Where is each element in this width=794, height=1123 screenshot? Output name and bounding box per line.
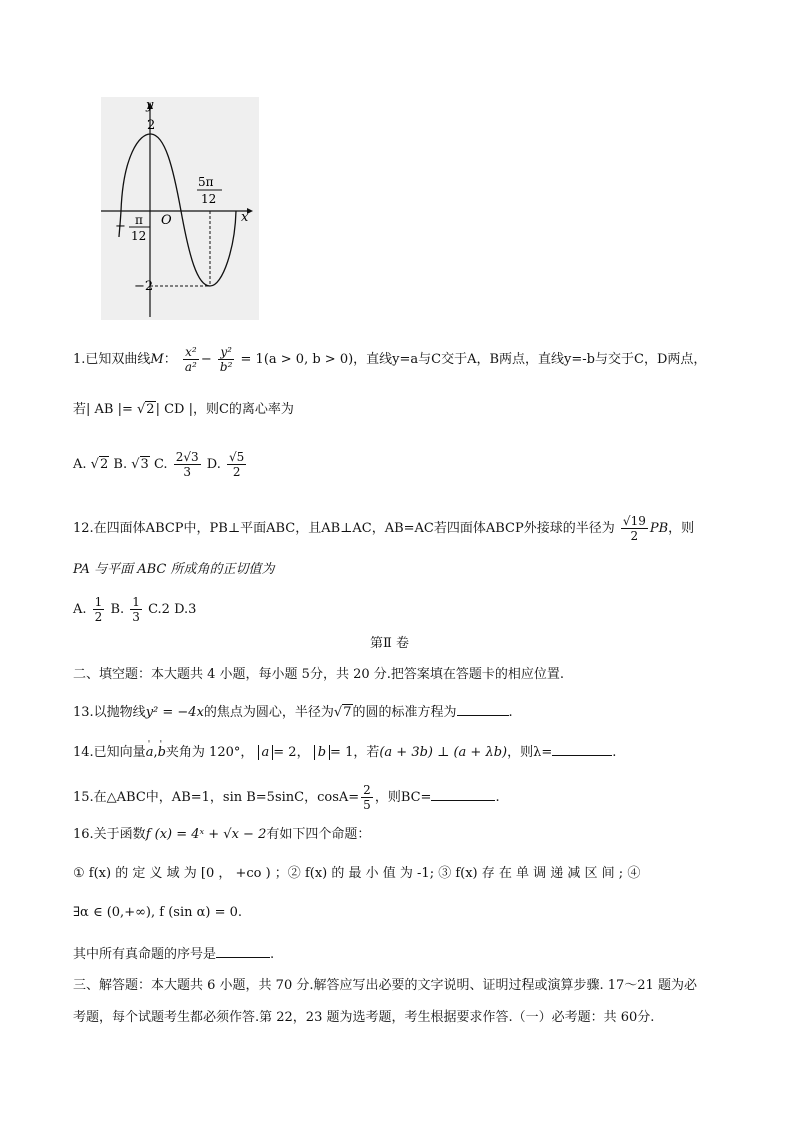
section-2-title: 第Ⅱ 卷 bbox=[370, 636, 409, 651]
question-16-line-2: ① f(x) 的 定 义 域 为 [0 ， +co ) ；② f(x) 的 最 小 值 为 -1; ③ f(x) 存 在 单 调 递 减 区 间 ; ④ bbox=[73, 866, 641, 881]
sine-curve bbox=[121, 134, 236, 286]
q12-pb: PB bbox=[649, 521, 669, 536]
q14-abs-b: b bbox=[314, 745, 330, 760]
q11-ab-text: 若| AB |= bbox=[73, 402, 137, 417]
section-3-line-1: 三、解答题：本大题共 6 小题，共 70 分.解答应写出必要的文字说明、证明过程或演算步骤. 17～21 题为必 bbox=[73, 978, 697, 993]
q14-abs-a: a bbox=[258, 745, 274, 760]
q15-end: . bbox=[495, 790, 500, 805]
q14-angle: 夹角为 120°， bbox=[165, 745, 254, 760]
q13-answer-blank[interactable] bbox=[457, 701, 509, 716]
q11-option-c-value: $\frac{2√3}{3}$ bbox=[175, 450, 199, 479]
section-2-heading: 二、填空题：本大题共 4 小题，每小题 5分，共 20 分.把答案填在答题卡的相应位置. bbox=[73, 667, 565, 682]
q12-tail: ，则 bbox=[668, 521, 695, 536]
q11-curve-name: M bbox=[150, 352, 164, 367]
question-14 bbox=[73, 741, 616, 763]
q11-condition: = 1(a > 0, b > 0) bbox=[240, 352, 354, 367]
question-13 bbox=[73, 701, 513, 723]
right-root-numerator: 5π bbox=[198, 175, 214, 189]
q14-eq2: = 2， bbox=[273, 745, 310, 760]
question-12-line-2: PA 与平面 ABC 所成角的正切值为 bbox=[73, 562, 275, 577]
q12-option-a-label: A. bbox=[73, 602, 87, 617]
max-value-label: 2 bbox=[147, 118, 156, 133]
q15-prefix: 15.在△ABC中，AB=1，sin B=5sinC，cosA= bbox=[73, 790, 360, 805]
q13-end: . bbox=[508, 705, 513, 720]
min-value-label: −2 bbox=[134, 279, 154, 294]
q13-middle: 的焦点为圆心，半径为 bbox=[203, 705, 334, 720]
question-12-options bbox=[73, 595, 196, 624]
q11-sqrt2: √2 bbox=[137, 402, 155, 417]
q11-option-c-label: C. bbox=[153, 457, 168, 472]
q11-eccentricity-text: ，则C的离心率为 bbox=[192, 402, 294, 417]
question-16-line-1 bbox=[73, 825, 370, 845]
q12-text: 12.在四面体ABCP中，PB⊥平面ABC，且AB⊥AC，AB=AC若四面体ABCP外接球的半径为 bbox=[73, 521, 615, 536]
q14-comma: , bbox=[153, 745, 158, 760]
q14-answer-blank[interactable] bbox=[552, 741, 612, 756]
right-root-denominator: 12 bbox=[201, 192, 217, 206]
q15-cos-fraction: $\frac{2}{5}$ bbox=[363, 783, 371, 812]
q15-answer-blank[interactable] bbox=[431, 786, 495, 801]
q12-option-b-label: B. bbox=[110, 602, 125, 617]
question-16-line-3: ∃α ∈ (0,+∞), f (sin α) = 0. bbox=[73, 905, 243, 920]
q14-end: . bbox=[612, 745, 617, 760]
x-axis-label: x bbox=[241, 210, 249, 225]
question-11-options bbox=[73, 450, 248, 479]
left-root-numerator: π bbox=[135, 213, 143, 227]
q16-prefix: 16.关于函数 bbox=[73, 827, 146, 842]
q11-fraction-x: $\frac{\text{x²}}{\text{a²}}$ bbox=[184, 345, 197, 374]
q14-vector-b: ' b bbox=[158, 743, 166, 763]
q14-eq1: = 1，若 bbox=[330, 745, 380, 760]
q11-option-d-label: D. bbox=[206, 457, 221, 472]
question-16-line-4 bbox=[73, 943, 274, 965]
q15-post: ，则BC= bbox=[374, 790, 432, 805]
q11-option-a-label: A. bbox=[73, 457, 87, 472]
q13-parabola: y² = −4x bbox=[145, 705, 204, 720]
section-3-line-2: 考题，每个试题考生都必须作答.第 22，23 题为选考题，考生根据要求作答.（一）必考题：共 60分. bbox=[73, 1010, 655, 1025]
q11-option-d-value: $\frac{√5}{2}$ bbox=[229, 450, 245, 479]
q13-prefix: 13.以抛物线 bbox=[73, 705, 146, 720]
q12-options-cd: C.2 D.3 bbox=[148, 602, 197, 617]
q14-post: ，则λ= bbox=[507, 745, 553, 760]
q11-prefix: 1.已知双曲线 bbox=[73, 352, 151, 367]
q13-radius: √7 bbox=[333, 705, 352, 720]
q16-function: f (x) = 4ˣ + √x − 2 bbox=[145, 827, 267, 842]
q16-prompt: 其中所有真命题的序号是 bbox=[73, 947, 217, 962]
question-11-line-2 bbox=[73, 400, 294, 420]
left-root-denominator: 12 bbox=[131, 229, 147, 243]
question-11-line-1 bbox=[73, 345, 706, 374]
q11-cd-text: | CD | bbox=[155, 402, 193, 417]
q14-perpendicular: (a + 3b) ⊥ (a + λb) bbox=[379, 745, 508, 760]
q14-vector-a: ' a bbox=[146, 743, 154, 763]
q11-text-rest: ，直线y=a与C交于A，B两点，直线y=-b与交于C，D两点， bbox=[353, 352, 707, 367]
q12-radius-fraction: $\frac{√19}{2}$ bbox=[622, 514, 646, 543]
q14-prefix: 14.已知向量 bbox=[73, 745, 146, 760]
q11-option-b-value: √3 bbox=[131, 457, 149, 472]
q11-option-b-label: B. bbox=[113, 457, 128, 472]
q13-post: 的圆的标准方程为 bbox=[352, 705, 457, 720]
q12-option-b-value: $\frac{1}{3}$ bbox=[132, 595, 140, 624]
left-root-sign: − bbox=[115, 219, 126, 234]
q16-answer-blank[interactable] bbox=[216, 943, 270, 958]
question-12-line-1 bbox=[73, 514, 694, 543]
question-15 bbox=[73, 783, 500, 812]
q11-colon: ： bbox=[163, 352, 177, 367]
sinusoid-graph-figure bbox=[101, 97, 259, 320]
q16-end: . bbox=[270, 947, 275, 962]
y-axis-label: y bbox=[146, 98, 154, 113]
q11-option-a-value: √2 bbox=[90, 457, 109, 472]
origin-label: O bbox=[161, 213, 172, 228]
q12-option-a-value: $\frac{1}{2}$ bbox=[94, 595, 103, 624]
q11-fraction-y: $\frac{\text{y²}}{\text{b²}}$ bbox=[219, 345, 233, 374]
q16-post: 有如下四个命题： bbox=[266, 827, 371, 842]
q11-minus: − bbox=[200, 352, 212, 367]
